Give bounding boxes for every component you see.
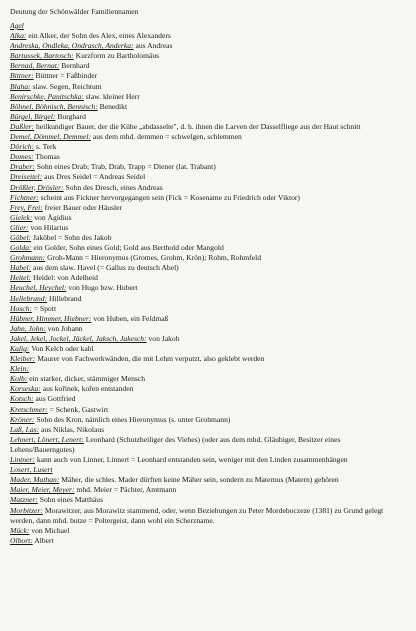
surname-term: Lintner: [10,455,35,465]
surname-term: Gielek: [10,212,33,222]
surname-term: Mader, Mathan: [10,475,60,485]
surname-entry [10,142,406,152]
surname-term: Demel, Dömmel, Demmel: [10,132,91,142]
surname-entry [10,102,406,112]
surname-entry [10,263,406,273]
surname-entry [10,435,406,455]
surname-definition: Büttner = Faßbinder [35,71,98,81]
surname-entry [10,425,406,435]
page-title: Deutung der Schönwälder Familiennamen [10,7,139,16]
surname-term: Glier: [10,222,29,232]
surname-definition: Heidel: von Adelheid [33,273,98,283]
surname-term: Heuchel, Heychel: [10,283,67,293]
surname-term: Heitel: [10,273,32,283]
surname-term: Kröner: [10,414,35,424]
surname-definition: ein starker, dicker, stämmiger Mensch [29,374,146,384]
surname-definition: Morawitzer, aus Morawitz stammend, oder, wenn Beziehungen zu Peter Mordeboczeze (1381) zu Grund gelegt werden, dann mhd. butze = Poltergeist, dann wohl ein Scherzname. [10,505,384,525]
surname-entry [10,485,406,495]
surname-definition: Leonhard (Schutzheiliger des Viehes) (oder aus dem mhd. Gläubiger, Besitzer eines Lehens/Bauerngutes) [10,434,341,454]
surname-term: Kretschmer: [10,404,48,414]
surname-definition: von Huben, ein Feldmaß [93,313,169,323]
surname-definition: = Spott [33,303,57,313]
surname-term: Bartussek, Bartosch: [10,51,74,61]
surname-term: Hosch: [10,303,32,313]
surname-entry [10,183,406,193]
surname-entry [10,41,406,51]
surname-entry [10,112,406,122]
surname-definition: Albert [34,535,54,545]
surname-entry [10,394,406,404]
surname-definition: slaw. kleiner Herr [85,91,140,101]
surname-definition: ein Alker, der Sohn des Alex, eines Alexanders [28,31,171,41]
surname-term: Blaha: [10,81,31,91]
surname-term: Dreiseitel: [10,172,43,182]
surname-definition: Kurzform zu Bartholomäus [75,51,160,61]
surname-definition: Hillebrand [49,293,82,303]
surname-entry [10,223,406,233]
surname-definition: von Ägidius [34,212,72,222]
surname-definition: Thomas [35,152,60,162]
surname-entry [10,405,406,415]
surname-term: Kotsch: [10,394,34,404]
surname-definition: Sohn eines Matthäus [39,495,104,505]
surname-definition: freier Bauer oder Häusler [44,202,123,212]
surname-entry [10,334,406,344]
surname-entry [10,364,406,374]
surname-term: Habel: [10,263,32,273]
surname-definition: Sohn des Dresch, eines Andreas [65,182,163,192]
surname-entry [10,465,406,475]
surname-definition: Sohn eines Drab; Trab, Drab, Trapp = Diener (lat. Trabant) [36,162,216,172]
surname-term: Hellebrand: [10,293,48,303]
surname-entry [10,253,406,263]
surname-entry [10,243,406,253]
surname-definition: kann auch von Linner, Linnert = Leonhard entstanden sein, weniger mit den Linden zusammenhängen [36,455,348,465]
surname-term: Kolb: [10,374,28,384]
surname-term: Golda: [10,243,32,253]
surname-definition: Sohn des Kron, nämlich eines Hieronymus (s. unter Grohmann) [36,414,231,424]
surname-term: Andreska, Ondleka, Ondrasch, Anderka: [10,41,134,51]
surname-entry [10,415,406,425]
surname-entry [10,384,406,394]
surname-definition: von Michael [31,525,70,535]
surname-definition: von Hugo bzw. Hubert [68,283,138,293]
surname-entry [10,31,406,41]
surname-entry [10,21,406,31]
surname-term: Bernad, Bernat: [10,61,60,71]
surname-term: Bittner: [10,71,34,81]
surname-definition: aus kořinek, kořen entstanden [42,384,134,394]
surname-term: Olbort: [10,535,33,545]
surname-entry [10,294,406,304]
surname-definition: mhd. Meier = Pächter, Amtmann [76,485,177,495]
surname-definition: = Schenk, Gastwirt [49,404,109,414]
surname-definition: von Jakob [148,333,180,343]
surname-definition: ein Golder, Sohn eines Gold; Gold aus Berthold oder Mangold [33,243,224,253]
surname-entry [10,122,406,132]
surname-term: Hübner, Himmer, Hiebner: [10,313,92,323]
surname-entry [10,71,406,81]
surname-term: Dörich: [10,142,35,152]
surname-entry [10,152,406,162]
surname-term: Benirschke, Panitschka: [10,91,84,101]
surname-term: Göbel: [10,232,32,242]
surname-entry [10,314,406,324]
surname-definition: Groh-Mann = Hieronymus (Gromes, Grohm, Krön); Rohm, Rohmfeld [47,253,261,263]
surname-term: Jakel, Jekel, Jockel, Jäckel, Jaksch, Jakesch: [10,333,147,343]
surname-entry [10,374,406,384]
surname-entry [10,475,406,485]
surname-definition: aus Andreas [135,41,173,51]
surname-term: Korseska: [10,384,41,394]
surname-definition: Von Kelch oder kahl [31,344,94,353]
surname-definition: Burghard [57,111,86,121]
surname-term: Mück: [10,525,30,535]
surname-entry [10,344,406,354]
surname-entry [10,324,406,334]
surname-definition: aus Gottfried [35,394,76,404]
surname-entry [10,162,406,172]
surname-term: Domes: [10,152,34,162]
surname-term: Kleiber: [10,354,36,364]
surname-entry [10,172,406,182]
surname-list [10,21,406,546]
surname-term: Grohmann: [10,253,46,263]
surname-definition: aus Dres Seidel = Andreas Seidel [44,172,146,182]
surname-definition: aus dem slaw. Havel (= Gallus zu deutsch Abel) [33,263,179,273]
surname-definition: aus Niklas, Nikolaus [41,424,105,434]
surname-entry [10,132,406,142]
surname-definition: Benedikt [99,101,128,111]
surname-entry [10,61,406,71]
surname-term: Lehnert, Lönert, Lenert: [10,434,84,444]
surname-entry [10,193,406,203]
surname-entry [10,233,406,243]
surname-term: Frey, Frei: [10,202,43,212]
surname-term: Losert, Lusert [10,465,53,475]
surname-definition: slaw. Segen, Reichtum [32,81,102,91]
surname-term: Draber: [10,162,35,172]
surname-term: Drößler, Drösler: [10,182,64,192]
surname-term: Kalig: [10,344,30,353]
surname-term: Klein: [10,364,29,374]
surname-definition: von Hilarius [30,222,69,232]
surname-entry [10,455,406,465]
surname-term: Böhnel, Böhnisch, Bennisch: [10,101,98,111]
surname-definition: Mäher, die schles. Mader dürften keine Mäher sein, sondern zu Maternus (Matern) gehören [61,475,339,485]
surname-definition: Jaköbel = Sohn des Jakob [33,232,112,242]
surname-term: Bürgel, Birgel: [10,111,56,121]
surname-entry [10,506,406,526]
surname-entry [10,526,406,536]
surname-definition: heilkundiger Bauer, der die Kühe „abdasselte", d. h. ihnen die Larven der Dasselfliege aus der Haut schnitt [35,121,361,131]
surname-definition: Maurer von Fachwerkwänden, die mit Lehm verputzt, also geklebt werden [37,354,265,364]
surname-definition: Bernhard [61,61,90,71]
surname-definition: aus dem mhd. demmen = schwelgen, schlemmen [92,132,242,142]
surname-entry [10,51,406,61]
surname-entry [10,304,406,314]
surname-term: Maier, Meier, Meyer: [10,485,75,495]
surname-term: Alka: [10,31,27,41]
surname-definition: s. Terk [35,142,57,152]
surname-definition: scheint aus Fickner hervorgegangen sein (Fick = Kosename zu Friedrich oder Viktor) [40,192,300,202]
surname-term: Matzner: [10,495,38,505]
surname-entry [10,354,406,364]
surname-entry [10,92,406,102]
surname-term: Laß, Las: [10,424,40,434]
surname-entry [10,495,406,505]
surname-term: Fichtner: [10,192,39,202]
surname-entry [10,273,406,283]
surname-term: Morbitzer: [10,505,43,515]
surname-entry [10,213,406,223]
surname-entry [10,203,406,213]
surname-term: Agel [10,21,24,30]
surname-entry [10,82,406,92]
surname-term: Jahn, John: [10,323,46,333]
surname-entry [10,283,406,293]
surname-entry [10,536,406,546]
surname-term: Daßler: [10,121,35,131]
surname-definition: von Johann [47,323,83,333]
